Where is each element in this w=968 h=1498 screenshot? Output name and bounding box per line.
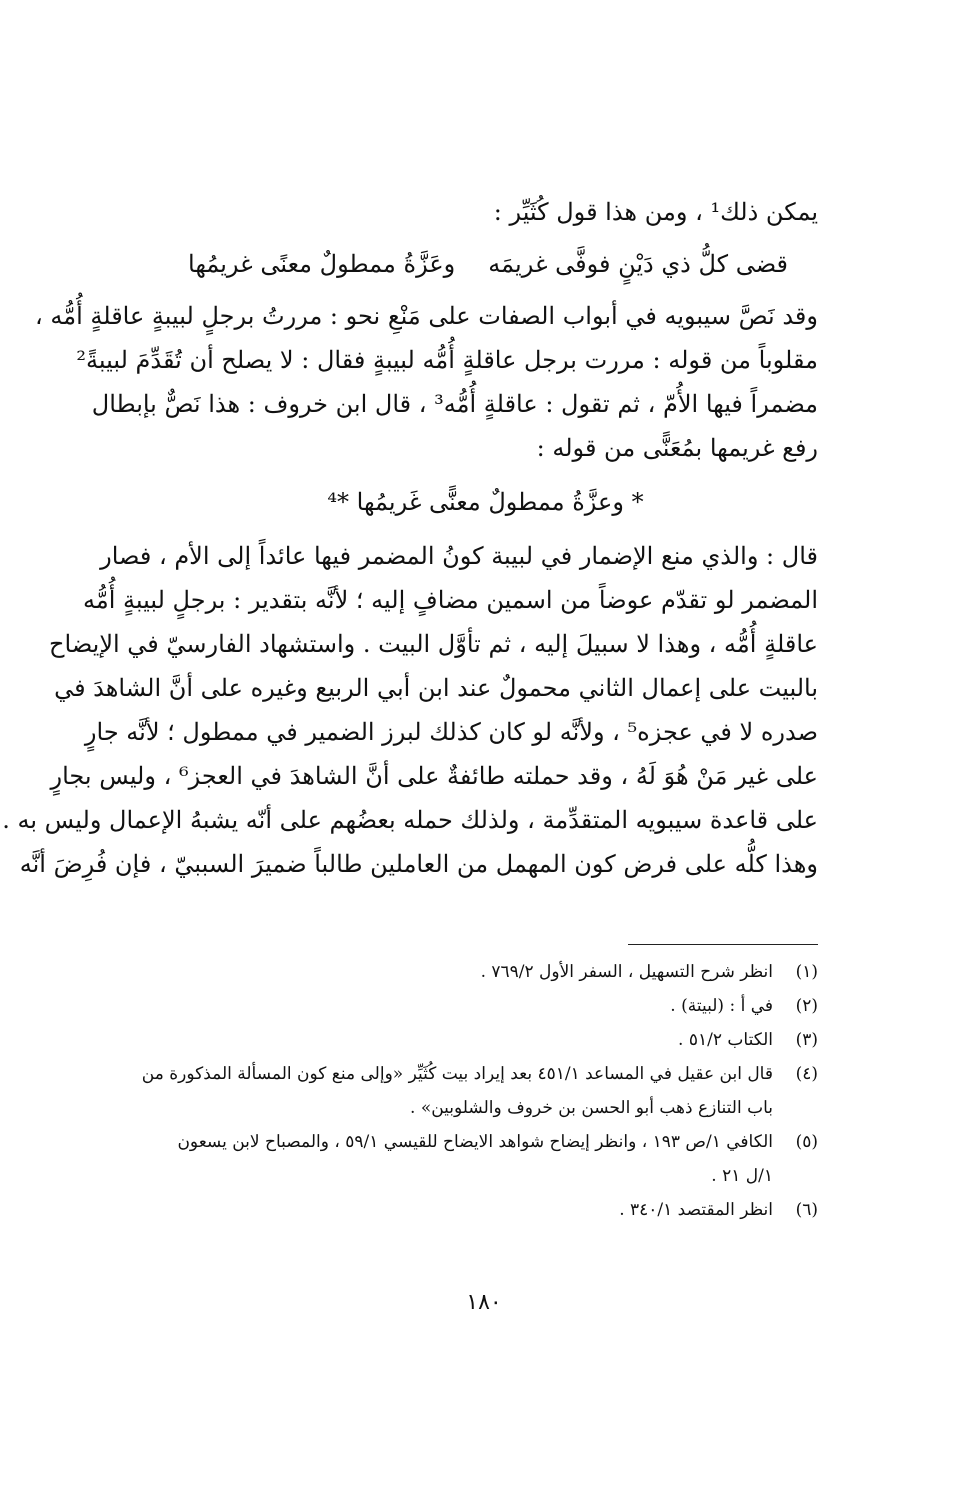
footnote-text: الكتاب ٥١/٢ . xyxy=(678,1030,773,1050)
intro-line: يمكن ذلك¹ ، ومن هذا قول كُثَيِّر : xyxy=(493,198,818,226)
footnote-line: قال ابن عقيل في المساعد ٤٥١/١ بعد إيراد بيت كُثَيِّر «وإلى منع كون المسألة المذكورة من xyxy=(141,1064,773,1084)
paragraph-line: وقد نَصَّ سيبويه في أبواب الصفات على مَنْعِ نحو : مررتُ برجلٍ لبيبةٍ عاقلةٍ أُمُّه ، xyxy=(34,302,818,330)
footnote xyxy=(153,1125,818,1193)
footnote-divider xyxy=(628,944,818,945)
footnote xyxy=(153,1023,818,1057)
footnote-line: ١/ل ٢١ . xyxy=(711,1166,773,1186)
verse-left-hemistich: وعَزَّةُ ممطولٌ معنًى غريمُها xyxy=(188,250,456,278)
footnote-text: انظر المقتصد ٣٤٠/١ . xyxy=(619,1200,773,1220)
verse-quote: * وعزَّةُ ممطولٌ معنًّى غَريمُها *⁴ xyxy=(327,488,644,516)
page-number: ١٨٠ xyxy=(466,1290,502,1315)
paragraph-line: مقلوباً من قوله : مررت برجل عاقلةٍ أُمُّه لبيبةٍ فقال : لا يصلح أن تُقَدِّمَ لبيبةً² xyxy=(76,346,818,374)
footnote-text: في أ : (لبيتة) . xyxy=(670,996,773,1016)
footnote xyxy=(153,955,818,989)
paragraph-line: وهذا كلُّه على فرض كون المهمل من العاملين طالباً ضميرَ السببيّ ، فإن فُرِضَ أنَّه xyxy=(19,850,818,878)
footnotes xyxy=(141,955,818,1227)
footnote xyxy=(153,989,818,1023)
verse-couplet xyxy=(153,242,818,286)
footnote xyxy=(141,1057,818,1125)
paragraph-line: على غير مَنْ هُوَ لَهُ ، وقد حملته طائفةٌ على أنَّ الشاهدَ في العجز⁶ ، وليس بجارٍ xyxy=(50,762,818,790)
footnote-text xyxy=(142,1057,773,1125)
footnote-line: باب التنازع ذهب أبو الحسن بن خروف والشلوبين» . xyxy=(410,1098,773,1118)
footnote-text xyxy=(153,1125,773,1193)
paragraph-line: رفع غريمها بمُعَنًّى من قوله : xyxy=(536,434,818,462)
footnote-number: (٦) xyxy=(795,1200,818,1220)
footnote-line: الكافي ١/ص ١٩٣ ، وانظر إيضاح شواهد الايضاح للقيسي ٥٩/١ ، والمصباح لابن يسعون xyxy=(177,1132,773,1152)
paragraph-line: قال : والذي منع الإضمار في لبيبة كونُ المضمر فيها عائداً إلى الأم ، فصار xyxy=(100,542,818,570)
footnote-number: (٤) xyxy=(795,1064,818,1084)
footnote-text: انظر شرح التسهيل ، السفر الأول ٧٦٩/٢ . xyxy=(480,962,773,982)
verse-right-hemistich: قضى كلُّ ذي دَيْنٍ فوفَّى غريمَه xyxy=(488,250,788,278)
paragraph-line: صدره لا في عجزه⁵ ، ولأنَّه لو كان كذلك لبرز الضمير في ممطول ؛ لأنَّه جارٍ xyxy=(84,718,818,746)
paragraph-line: مضمراً فيها الأُمّ ، ثم تقول : عاقلةٍ أُمُّه³ ، قال ابن خروف : هذا نَصٌّ بإبطال xyxy=(91,390,818,418)
paragraph-line: عاقلةٍ أُمُّه ، وهذا لا سبيلَ إليه ، ثم تأوَّل البيت . واستشهاد الفارسيّ في الإيضاح xyxy=(49,630,818,658)
footnote-number: (٣) xyxy=(795,1030,818,1050)
footnote-number: (١) xyxy=(795,962,818,982)
footnote-number: (٥) xyxy=(795,1132,818,1152)
footnote xyxy=(153,1193,818,1227)
paragraph-line: المضمر لو تقدّم عوضاً من اسمين مضافٍ إليه ؛ لأنَّه بتقدير : برجلٍ لبيبةٍ أُمُّه xyxy=(83,586,818,614)
paragraph-line: على قاعدة سيبويه المتقدِّمة ، ولذلك حمله بعضُهم على أنّه يشبهُ الإعمال وليس به . xyxy=(2,806,818,834)
main-text xyxy=(2,190,818,886)
paragraph-line: بالبيت على إعمال الثاني محمولٌ عند ابن أبي الربيع وغيره على أنَّ الشاهدَ في xyxy=(54,674,818,702)
footnote-number: (٢) xyxy=(795,996,818,1016)
